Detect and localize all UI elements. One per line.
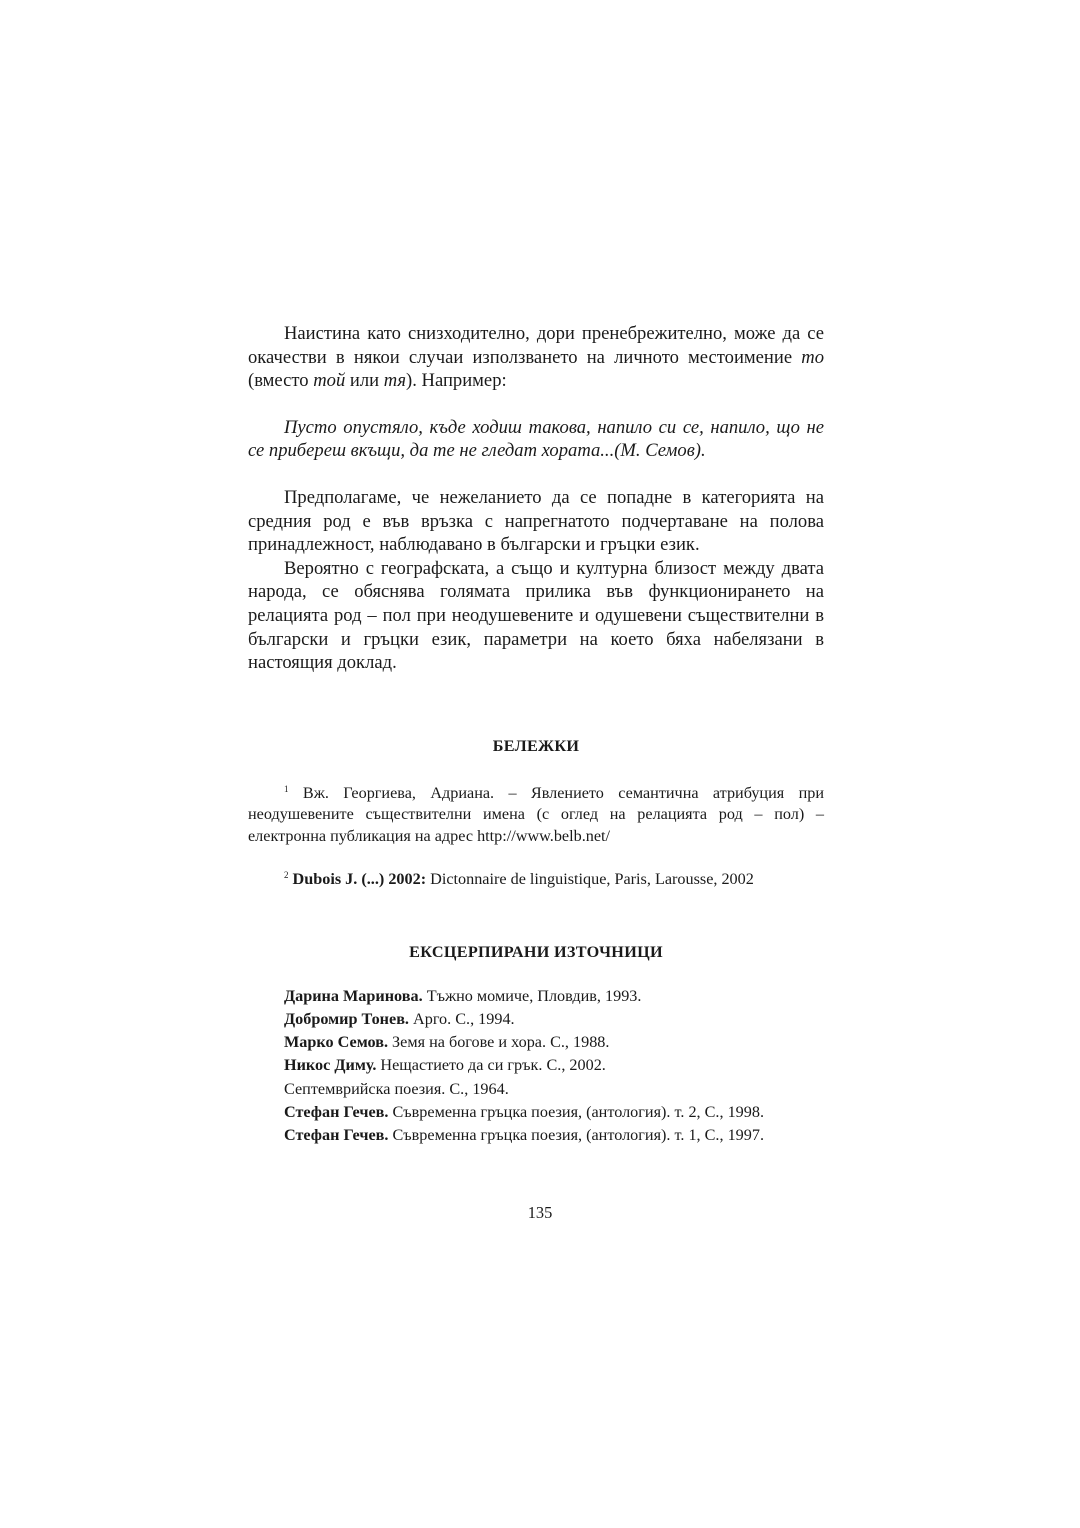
source-author: Стефан Гечев. (284, 1125, 389, 1144)
source-author: Дарина Маринова. (284, 986, 423, 1005)
source-title: Арго. С., 1994. (408, 1009, 515, 1028)
source-title: Земя на богове и хора. С., 1988. (388, 1033, 610, 1052)
notes-heading: БЕЛЕЖКИ (492, 736, 580, 755)
paragraph-text: (вместо (248, 370, 314, 392)
italic-word: то (801, 346, 824, 368)
quotation-author: М. Семов (620, 440, 695, 462)
list-item (284, 1031, 824, 1054)
paragraph-text: ). Например: (406, 370, 507, 392)
footnote-text: Вж. Георгиева, Адриана. – Явлението семантична атрибуция при неодушевените съществителни имена (с оглед на релацията род – пол) – електронна публикация на адрес http://www.belb.net/ (248, 783, 824, 845)
list-item (284, 1124, 824, 1147)
footnote-2 (248, 865, 824, 891)
page-number: 135 (527, 1203, 553, 1222)
footnote-text: Dictonnaire de linguistique, Paris, Larousse, 2002 (426, 870, 754, 889)
footnote-mark: 1 (284, 783, 289, 794)
quotation-end: ). (694, 440, 706, 462)
source-author: Марко Семов. (284, 1033, 388, 1052)
list-item (284, 985, 824, 1008)
paragraph-text: или (345, 370, 384, 392)
italic-word: той (313, 370, 346, 392)
footnote-mark: 2 (284, 870, 289, 881)
footnote-1 (248, 779, 824, 848)
footnote-author: Dubois J. (...) 2002: (292, 870, 427, 889)
sources-heading: ЕКСЦЕРПИРАНИ ИЗТОЧНИЦИ (409, 942, 663, 961)
list-item (284, 1101, 824, 1124)
source-title: Съвременна гръцка поезия, (антология). т. 1, С., 1997. (388, 1125, 764, 1144)
source-author: Стефан Гечев. (284, 1102, 389, 1121)
quotation-text: Пусто опустяло, къде ходиш такова, напило си се, напило, що не се прибереш вкъщи, да те не гледат хората...( (248, 416, 824, 462)
quotation (248, 416, 824, 463)
source-title: Съвременна гръцка поезия, (антология). т. 2, С., 1998. (388, 1102, 764, 1121)
source-title: Тъжно момиче, Пловдив, 1993. (422, 986, 642, 1005)
body-paragraph-2: Предполагаме, че нежеланието да се попадне в категорията на средния род е във връзка с напрегнатото подчертаване на полова принадлежност, наблюдавано в български и гръцки език. (248, 486, 824, 556)
source-author: Никос Диму. (284, 1056, 377, 1075)
italic-word: тя (383, 370, 407, 392)
body-paragraph-1 (248, 322, 824, 393)
source-title: Септемврийска поезия. С., 1964. (284, 1079, 509, 1098)
list-item (284, 1008, 824, 1031)
source-title: Нещастието да си грък. С., 2002. (376, 1056, 606, 1075)
page-content (248, 322, 824, 1147)
sources-list (248, 985, 824, 1147)
list-item (284, 1078, 824, 1101)
source-author: Добромир Тонев. (284, 1009, 409, 1028)
paragraph-text: Наистина като снизходително, дори пренебрежително, може да се окачестви в някои случаи използването на личното местоимение (248, 323, 824, 368)
body-paragraph-3: Вероятно с географската, а също и културна близост между двата народа, се обяснява голямата прилика във функционирането на релацията род – пол при неодушевените и одушевени съществителни в български и гръцки език, параметри на което бяха набелязани в настоящия доклад. (248, 557, 824, 674)
list-item (284, 1054, 824, 1077)
